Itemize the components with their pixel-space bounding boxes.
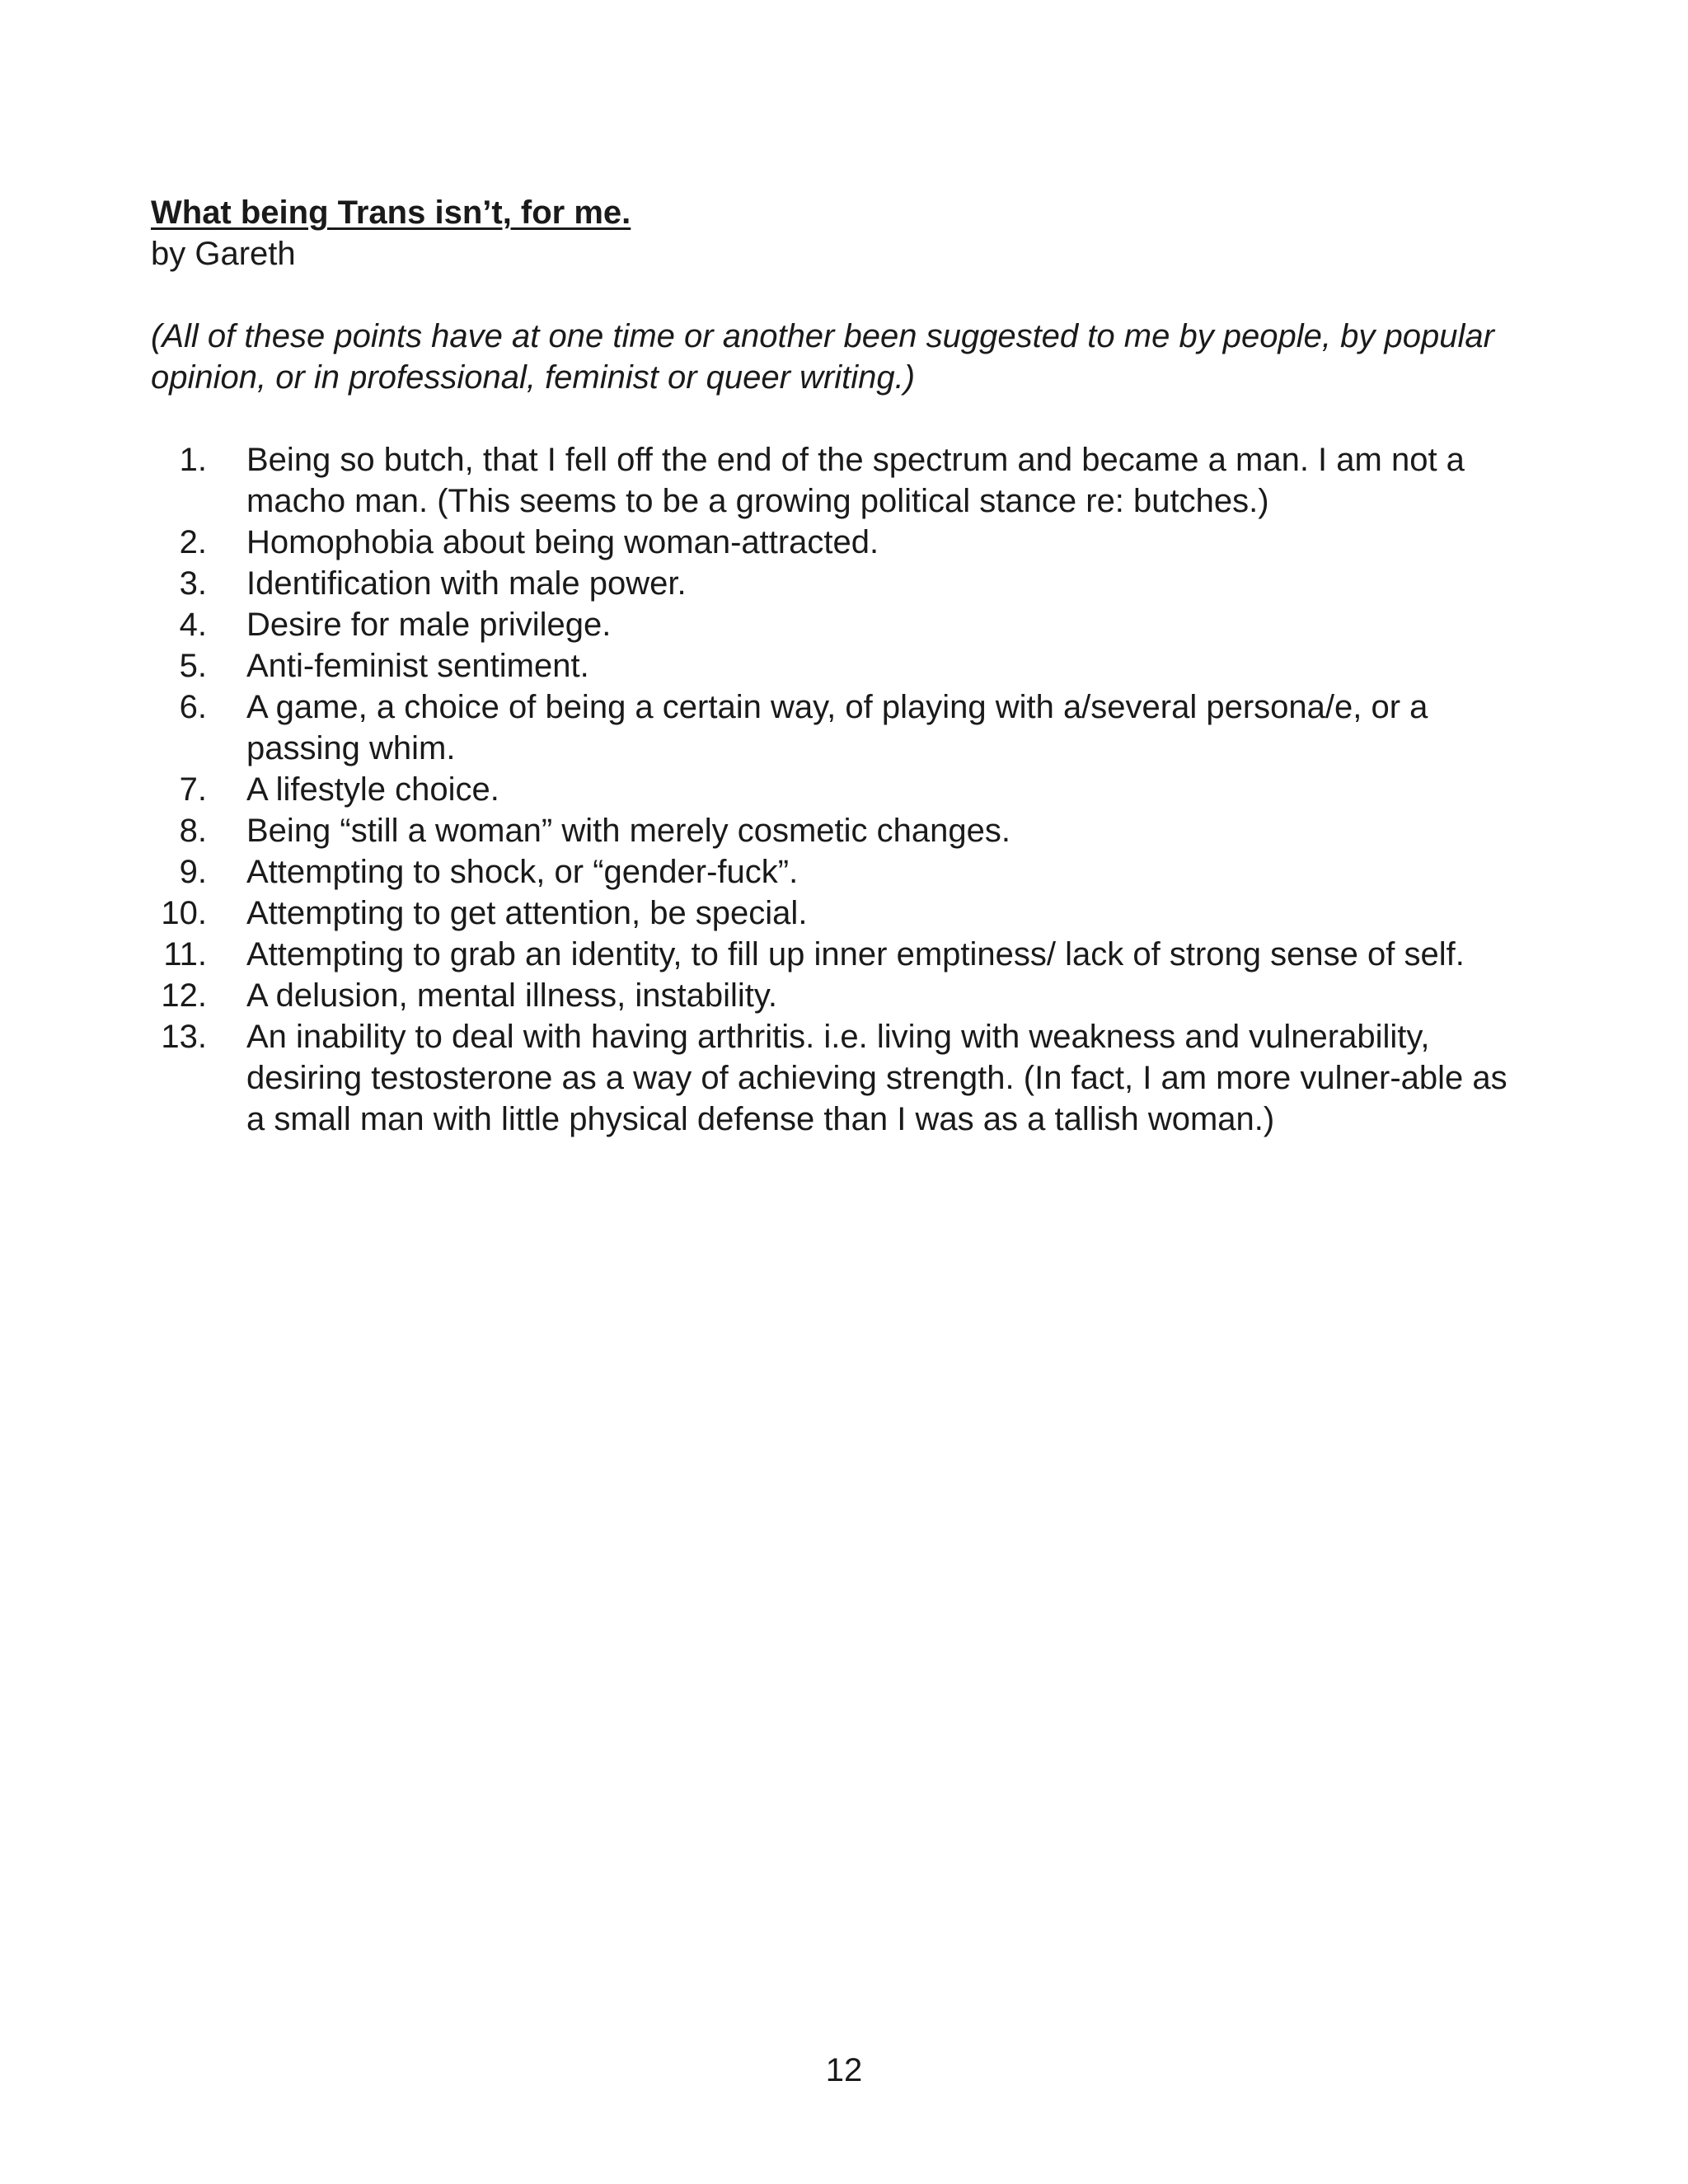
- list-item-number: 5.: [179, 648, 207, 684]
- page-number: 12: [825, 2052, 863, 2088]
- numbered-list: [151, 439, 1552, 1140]
- list-item: [151, 604, 1552, 645]
- list-item-text: A game, a choice of being a certain way, of playing with a/several persona/e, or a passing whim.: [246, 689, 1428, 766]
- list-item-number: 13.: [161, 1019, 207, 1055]
- list-item-text: Identification with male power.: [246, 565, 687, 602]
- list-item-text: Desire for male privilege.: [246, 607, 612, 643]
- list-item-text: A lifestyle choice.: [246, 771, 499, 808]
- list-item-text: A delusion, mental illness, instability.: [246, 977, 778, 1014]
- list-item-text: Being “still a woman” with merely cosmetic changes.: [246, 813, 1011, 849]
- list-item-number: 12.: [161, 977, 207, 1014]
- list-item-number: 6.: [179, 689, 207, 725]
- list-item-text: Being so butch, that I fell off the end of the spectrum and became a man. I am not a macho man. (This seems to be a growing political stance re: butches.): [246, 442, 1465, 519]
- list-item: [151, 563, 1552, 604]
- list-item-number: 8.: [179, 813, 207, 849]
- list-item: [151, 893, 1552, 934]
- article-intro: (All of these points have at one time or another been suggested to me by people, by popular opinion, or in professional, feminist or queer writing.): [151, 318, 1494, 396]
- list-item-text: Attempting to grab an identity, to fill up inner emptiness/ lack of strong sense of self.: [246, 936, 1465, 972]
- list-item-text: Attempting to get attention, be special.: [246, 895, 808, 931]
- list-item-number: 9.: [179, 854, 207, 890]
- list-item: [151, 687, 1552, 769]
- list-item: [151, 439, 1552, 522]
- list-item-text: Attempting to shock, or “gender-fuck”.: [246, 854, 799, 890]
- list-item-number: 11.: [163, 936, 207, 972]
- list-item: [151, 810, 1552, 851]
- list-item-number: 7.: [179, 771, 207, 808]
- list-item-number: 2.: [179, 524, 207, 560]
- article-byline: by Gareth: [151, 236, 296, 272]
- list-item-text: Anti-feminist sentiment.: [246, 648, 589, 684]
- list-item: [151, 934, 1552, 975]
- list-item: [151, 769, 1552, 810]
- article-title: What being Trans isn’t, for me.: [151, 194, 631, 231]
- list-item: [151, 522, 1552, 563]
- list-item-number: 4.: [179, 607, 207, 643]
- list-item-text: Homophobia about being woman-attracted.: [246, 524, 879, 560]
- list-item: [151, 645, 1552, 687]
- list-item-number: 3.: [179, 565, 207, 602]
- list-item: [151, 1016, 1552, 1140]
- list-item: [151, 975, 1552, 1016]
- list-item-number: 10.: [161, 895, 207, 931]
- list-item: [151, 851, 1552, 893]
- list-item-text: An inability to deal with having arthritis. i.e. living with weakness and vulnerability, desiring testosterone as a way of achieving strength. (In fact, I am more vulner-able as a small man with little physical defense than I was as a tallish woman.): [246, 1019, 1507, 1137]
- list-item-number: 1.: [179, 442, 207, 478]
